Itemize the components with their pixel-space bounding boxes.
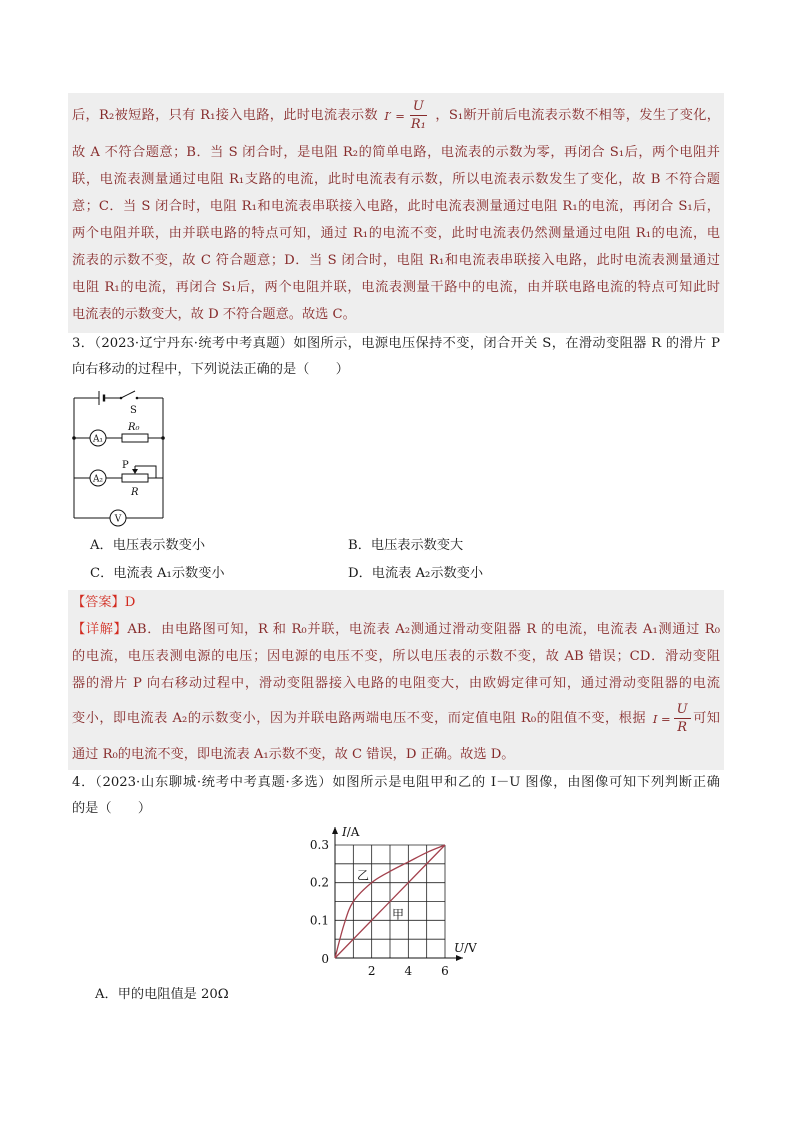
y-axis-arrow-icon	[332, 827, 338, 834]
switch-contact	[136, 397, 139, 400]
solution-line	[72, 220, 720, 247]
solution-text: 故 A 不符合题意；B．当 S 闭合时，是电阻 R₂的简单电路，电流表的示数为零，再闭合 S₁后，两个电阻并	[72, 145, 720, 160]
switch-blade	[121, 391, 135, 398]
stem-line	[72, 796, 720, 822]
fraction	[674, 701, 691, 736]
y-axis-label	[341, 825, 360, 839]
iu-chart	[309, 823, 487, 988]
x-tick-label: 2	[367, 964, 376, 978]
series-label: 乙	[357, 868, 370, 883]
detail-text: 器的滑片 P 向右移动过程中，滑动变阻器接入电路的电阻变大，由欧姆定律可知，通过滑动变阻器的电流	[72, 676, 720, 691]
fixed-resistor-label: R₀	[128, 422, 140, 433]
stem-text: 4．（2023·山东聊城·统考中考真题·多选）如图所示是电阻甲和乙的 I－U 图像，由图像可知下列判断正确	[72, 775, 720, 790]
x-axis-arrow-icon	[456, 955, 463, 961]
ammeter-1-label: A₁	[92, 434, 104, 445]
solution-text: 电流表的示数变大，故 D 不符合题意。故选 C。	[72, 307, 356, 322]
option-d[interactable]: D．电流表 A₂示数变小	[348, 566, 484, 581]
series-label: 甲	[392, 907, 405, 922]
solution-text: 流表的示数不变，故 C 符合题意；D．当 S 闭合时，电阻 R₁和电流表串联接入电路，此时电流表测量通过	[72, 253, 720, 268]
fraction-denominator: R	[677, 720, 688, 735]
junction-dot	[72, 436, 76, 440]
question-4-stem	[68, 770, 724, 822]
slider-label: P	[122, 460, 129, 471]
switch-contact	[120, 397, 123, 400]
answer-tag: 【答案】	[72, 595, 125, 610]
x-axis-label-unit: /V	[464, 941, 477, 955]
solution-text: 两个电阻并联，由并联电路的特点可知，通过 R₁的电流不变，此时电流表仍然测量通过电阻 R₁的电流，电	[72, 226, 720, 241]
y-tick-label: 0.2	[309, 875, 329, 890]
fraction-numerator: U	[674, 701, 691, 719]
detail-line	[72, 643, 720, 670]
formula-lhs: I′ =	[384, 108, 405, 123]
option-b[interactable]: B．电压表示数变大	[348, 538, 464, 553]
voltmeter-label: V	[114, 514, 122, 525]
stem-line	[72, 331, 720, 357]
stem-text: 的是（ ）	[72, 801, 152, 816]
detail-line	[72, 741, 720, 768]
question-3-answer	[68, 590, 724, 770]
fixed-resistor-symbol	[122, 434, 148, 442]
solution-text: ，S₁断开前后电流表示数不相等，发生了变化，	[430, 108, 720, 123]
solution-line	[72, 193, 720, 220]
detail-line	[72, 697, 720, 741]
circuit-wires	[74, 391, 163, 526]
detail-tag: 【详解】	[72, 622, 128, 637]
solution-line	[72, 301, 720, 328]
slider-arrow-icon	[132, 469, 138, 474]
solution-line	[72, 139, 720, 166]
question-3-stem	[68, 331, 724, 383]
solution-line	[72, 166, 720, 193]
current-formula	[384, 98, 428, 133]
x-tick-label: 6	[441, 964, 449, 978]
detail-text: 变小，即电流表 A₂的示数变小，因为并联电路两端电压不变，而定值电阻 R₀的阻值不变，根据	[72, 711, 651, 726]
solution-line	[72, 274, 720, 301]
solution-text: 电阻 R₁的电流，再闭合 S₁后，两个电阻并联，电流表测量干路中的电流，由并联电路电流的特点可知此时	[72, 280, 720, 295]
circuit-diagram	[68, 388, 172, 524]
x-tick-label: 4	[404, 964, 413, 978]
slider-wire	[135, 466, 156, 478]
fraction-denominator: R₁	[410, 117, 426, 132]
detail-text: 通过 R₀的电流不变，即电流表 A₁示数不变，故 C 错误，D 正确。故选 D。	[72, 747, 515, 762]
solution-text: 后，R₂被短路，只有 R₁接入电路，此时电流表示数	[72, 108, 383, 123]
y-axis-label-variable: I	[342, 825, 347, 839]
fraction-numerator: U	[410, 98, 427, 116]
option-c[interactable]: C．电流表 A₁示数变小	[90, 566, 225, 581]
rheostat-label: R	[131, 487, 139, 498]
previous-solution	[68, 93, 724, 333]
ohms-law-formula	[653, 701, 691, 736]
stem-line	[72, 357, 720, 383]
solution-line	[72, 93, 720, 139]
x-axis-label	[454, 941, 477, 955]
y-tick-label: 0.1	[309, 913, 329, 928]
x-axis-label-variable: U	[454, 941, 465, 955]
y-axis-label-unit: /A	[346, 825, 360, 839]
detail-text: AB．由电路图可知，R 和 R₀并联，电流表 A₂测通过滑动变阻器 R 的电流，电流表 A₁测通过 R₀	[127, 622, 721, 637]
fraction	[408, 98, 429, 133]
detail-line	[72, 670, 720, 697]
solution-text: 意；C．当 S 闭合时，电阻 R₁和电流表串联接入电路，此时电流表测量通过电阻 R₁的电流，再闭合 S₁后，	[72, 199, 720, 214]
stem-text: 3．（2023·辽宁丹东·统考中考真题）如图所示，电源电压保持不变，闭合开关 S，在滑动变阻器 R 的滑片 P	[72, 336, 720, 351]
stem-text: 向右移动的过程中，下列说法正确的是（ ）	[72, 362, 349, 377]
answer-value: D	[124, 595, 136, 610]
y-tick-label: 0.3	[309, 838, 329, 852]
detail-line	[72, 616, 720, 643]
detail-text: 可知	[692, 711, 720, 726]
switch-label: S	[130, 405, 137, 416]
solution-text: 联，电流表测量通过电阻 R₁支路的电流，此时电流表有示数，所以电流表示数发生了变化，故 B 不符合题	[72, 172, 720, 187]
origin-label: 0	[321, 952, 329, 966]
formula-lhs: I =	[652, 711, 671, 726]
rheostat-symbol	[122, 474, 148, 482]
answer-line	[72, 590, 720, 616]
option-a[interactable]: A．电压表示数变小	[90, 538, 206, 553]
ammeter-2-label: A₂	[92, 474, 104, 485]
solution-line	[72, 247, 720, 274]
option-a[interactable]: A．甲的电阻值是 20Ω	[95, 987, 229, 1002]
stem-line	[72, 770, 720, 796]
detail-text: 的电流，电压表测电源的电压；因电源的电压不变，所以电压表的示数不变，故 AB 错误；CD．滑动变阻	[72, 649, 720, 664]
junction-dot	[161, 436, 165, 440]
